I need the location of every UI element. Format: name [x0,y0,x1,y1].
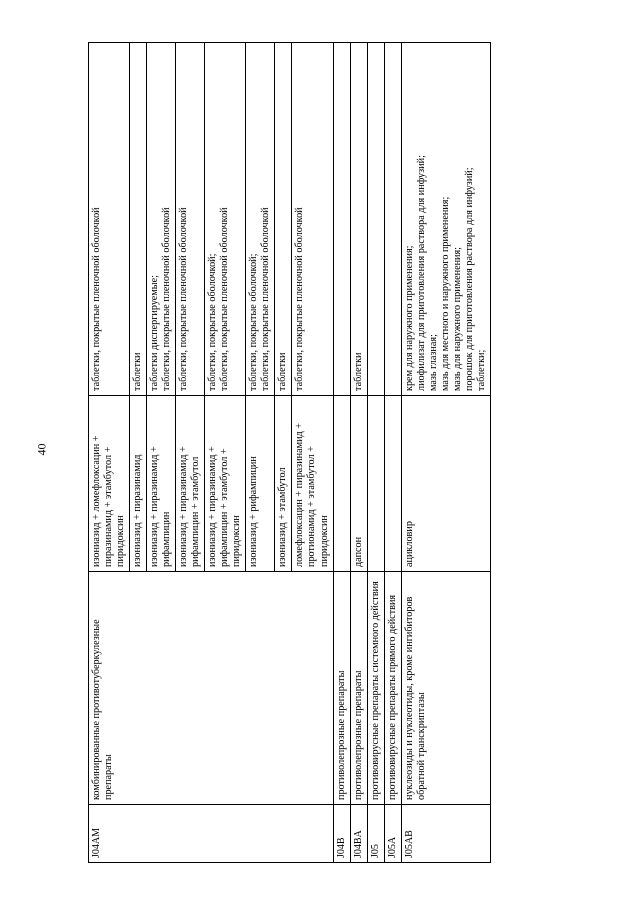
pharmacological-group: противовирусные препараты прямого действия [384,572,401,805]
table-row [401,43,490,863]
dosage-forms [246,43,275,396]
pharmacological-group: комбинированные противотуберкулезные препараты [89,572,334,805]
dosage-form-line: лиофилизат для приготовления раствора для инфузий; [415,155,427,391]
table-row [333,43,350,863]
dosage-form-line: таблетки, покрытые пленочной оболочкой [91,207,102,391]
dosage-form-line: таблетки, покрытые оболочкой; [207,253,219,391]
pharmacological-group: нуклеозиды и нуклеотиды, кроме ингибиторов обратной транскриптазы [401,572,490,805]
atc-code: J05 [367,805,384,863]
dosage-forms [350,43,367,396]
dosage-form-line: крем для наружного применения; [403,245,415,391]
pharmacological-group: противовирусные препараты системного действия [367,572,384,805]
dosage-forms [147,43,176,396]
dosage-form-line: таблетки, покрытые пленочной оболочкой [260,207,272,391]
dosage-forms [292,43,333,396]
dosage-form-line: таблетки диспергируемые; [149,275,161,391]
drug-name: дапсон [350,396,367,572]
atc-code: J04B [333,805,350,863]
drug-name: изониазид + пиразинамид + рифампицин + этамбутол [176,396,205,572]
page-number: 40 [34,443,49,456]
drug-name [384,396,401,572]
atc-code: J05A [384,805,401,863]
dosage-forms [401,43,490,396]
dosage-forms [176,43,205,396]
dosage-form-line: таблетки, покрытые пленочной оболочкой [161,207,173,391]
dosage-forms [275,43,292,396]
drug-name [333,396,350,572]
dosage-form-line: таблетки, покрытые оболочкой; [248,253,260,391]
drug-name: изониазид + рифампицин [246,396,275,572]
drug-name [367,396,384,572]
dosage-forms [130,43,147,396]
drug-name: ацикловир [401,396,490,572]
drug-table-body [89,43,491,863]
drug-name: изониазид + этамбутол [275,396,292,572]
dosage-form-line: мазь для наружного применения; [451,246,463,391]
dosage-forms [333,43,350,396]
atc-code: J05AB [401,805,490,863]
drug-name: ломефлоксацин + пиразинамид + протионамид + этамбутол + пиридоксин [292,396,333,572]
dosage-form-line: таблетки, покрытые пленочной оболочкой [294,207,306,391]
dosage-form-line: мазь для местного и наружного применения; [439,196,451,391]
dosage-form-line: таблетки, покрытые пленочной оболочкой [178,207,190,391]
table-row [367,43,384,863]
dosage-forms [89,43,130,396]
drug-name: изониазид + пиразинамид [130,396,147,572]
dosage-forms [367,43,384,396]
table-row [384,43,401,863]
dosage-form-line: таблетки [132,352,144,391]
dosage-form-line: порошок для приготовления раствора для инфузий; [463,167,475,391]
dosage-forms [384,43,401,396]
dosage-form-line: таблетки [352,352,364,391]
table-row [89,43,130,863]
dosage-form-line: таблетки; [475,349,487,391]
dosage-forms [205,43,246,396]
atc-code: J04AM [89,805,334,863]
drug-name: изониазид + ломефлоксацин + пиразинамид + этамбутол + пиридоксин [89,396,130,572]
pharmacological-group: противолепрозные препараты [333,572,350,805]
dosage-form-line: мазь глазная; [427,334,439,391]
rotated-page-content [88,43,588,863]
dosage-form-line: таблетки [277,352,289,391]
table-row [350,43,367,863]
atc-code: J04BA [350,805,367,863]
pharmacological-group: противолепрозные препараты [350,572,367,805]
drug-name: изониазид + пиразинамид + рифампицин + этамбутол + пиридоксин [205,396,246,572]
dosage-form-line: таблетки, покрытые пленочной оболочкой [219,207,231,391]
drug-table [88,42,491,863]
drug-name: изониазид + пиразинамид + рифампицин [147,396,176,572]
